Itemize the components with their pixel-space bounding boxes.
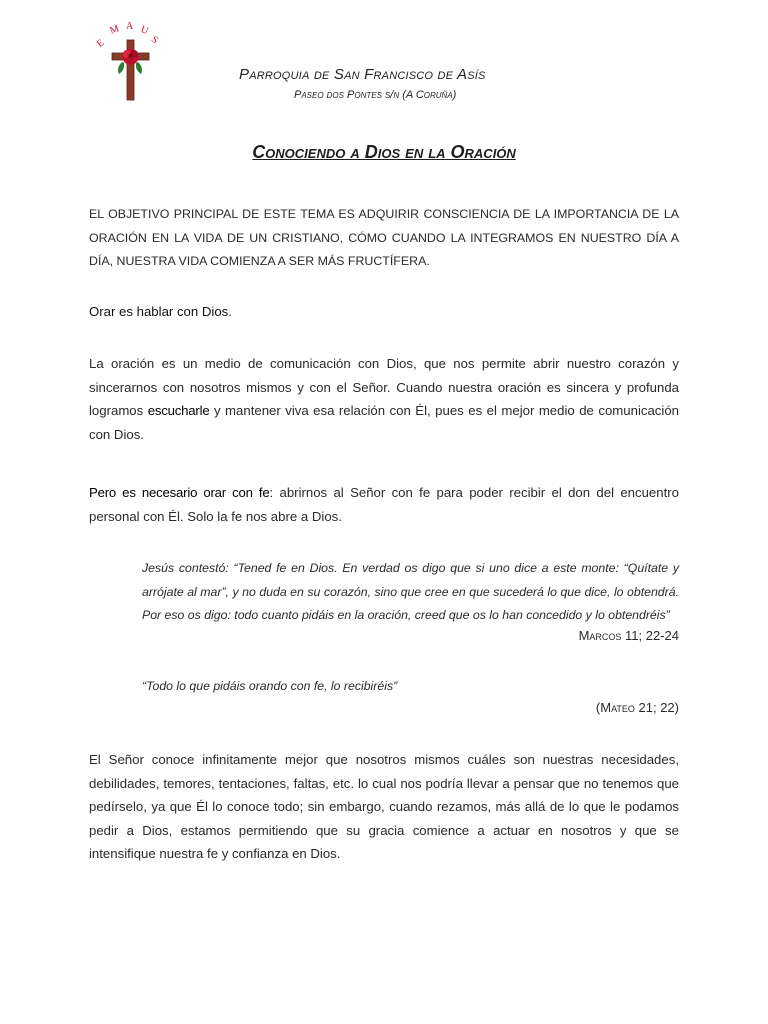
section-heading-text: Orar es hablar con Dios	[89, 304, 229, 319]
prayer-text-1: La oración es un medio de comunicación con Dios, que nos permite abrir nuestro corazón y sincerarnos con nosotros mismos y con el Señor. Cuando nuestra oración es sincera y profunda logramos	[89, 356, 679, 418]
section-heading-end: .	[228, 304, 232, 319]
reference-verse: 11; 22-24	[621, 628, 679, 643]
faith-emphasis: Pero es necesario orar con fe	[89, 485, 270, 500]
document-title: Conociendo a Dios en la Oración	[252, 142, 516, 162]
prayer-paragraph	[89, 352, 679, 446]
prayer-text-2: y mantener viva esa relación con Él, pues es el mejor medio de comunicación con Dios.	[89, 403, 679, 442]
prayer-emphasis: escucharle	[147, 403, 210, 418]
reference-marcos	[579, 628, 679, 643]
faith-text: : abrirnos al Señor con fe para poder recibir el don del encuentro personal con Él. Solo la fe nos abre a Dios.	[89, 485, 679, 524]
logo-letter: U	[139, 24, 150, 38]
parish-address: Paseo dos Pontes s/n (A Coruña)	[294, 89, 457, 101]
parish-name: Parroquia de San Francisco de Asís	[239, 66, 486, 83]
emaus-logo	[92, 18, 168, 102]
reference-open: (	[595, 700, 601, 715]
logo-letter: S	[148, 34, 161, 47]
intro-paragraph: EL OBJETIVO PRINCIPAL DE ESTE TEMA ES ADQUIRIR CONSCIENCIA DE LA IMPORTANCIA DE LA ORACIÓN EN LA VIDA DE UN CRISTIANO, CÓMO CUANDO LA INTEGRAMOS EN NUESTRO DÍA A DÍA, NUESTRA VIDA COMIENZA A SER MÁS FRUCTÍFERA.	[89, 207, 679, 268]
logo-letter: A	[126, 21, 134, 32]
reference-mateo	[596, 700, 679, 715]
logo-letter: E	[94, 37, 107, 50]
quote-mateo: “Todo lo que pidáis orando con fe, lo recibiréis”	[142, 679, 398, 693]
closing-paragraph: El Señor conoce infinitamente mejor que nosotros mismos cuáles son nuestras necesidades, debilidades, temores, tentaciones, faltas, etc. lo cual nos podría llevar a pensar que no tenemos que pedírselo, ya que Él lo conoce todo; sin embargo, cuando rezamos, más allá de lo que le podamos pedir a Dios, estamos permitiendo que su gracia comience a actuar en nosotros y que se intensifique nuestra fe y confianza en Dios.	[89, 752, 679, 861]
reference-book: Mateo	[600, 700, 635, 715]
faith-paragraph	[89, 481, 679, 528]
reference-book: Marcos	[578, 628, 622, 643]
quote-marcos: Jesús contestó: “Tened fe en Dios. En verdad os digo que si uno dice a este monte: “Quítate y arrójate al mar”, y no duda en su corazón, sino que cree en que sucederá lo que dice, lo obtendrá. Por eso os digo: todo cuanto pidáis en la oración, creed que os lo han concedido y lo obtendréis”	[142, 561, 679, 622]
logo-letter: M	[108, 23, 121, 37]
section-heading	[89, 300, 679, 324]
reference-verse: 21; 22)	[634, 700, 679, 715]
